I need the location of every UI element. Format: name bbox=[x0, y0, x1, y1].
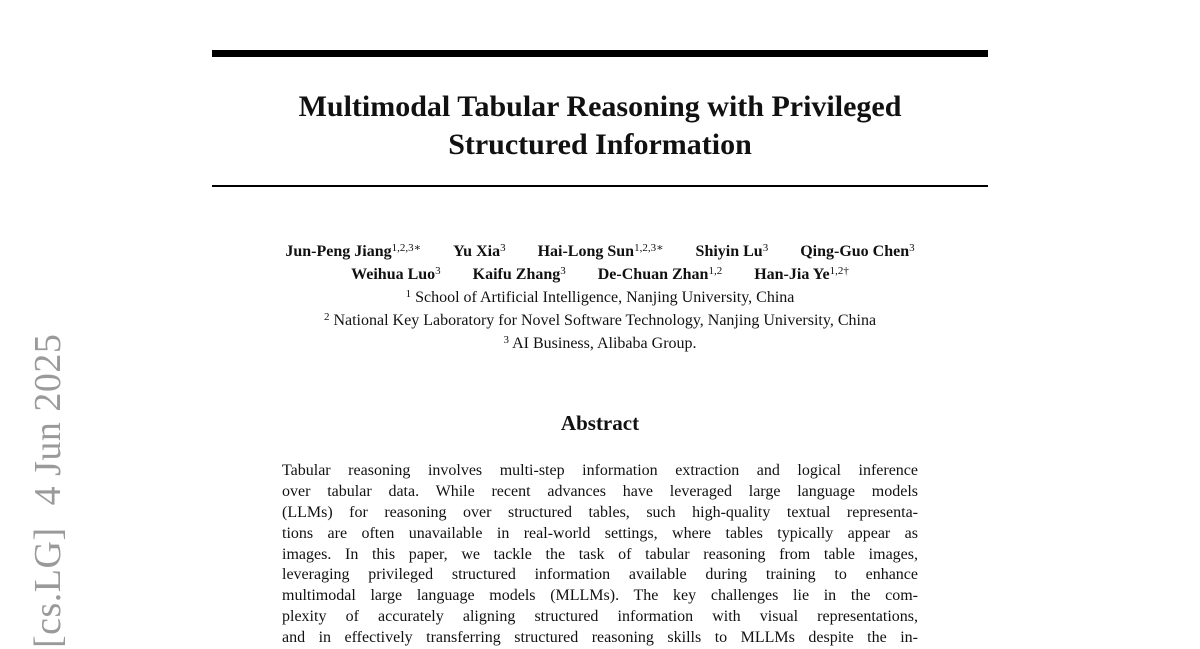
paper-title-line-2: Structured Information bbox=[448, 128, 752, 161]
title-top-rule bbox=[212, 50, 988, 57]
affiliation: $^1$ School of Artificial Intelligence, Nanjing University, China bbox=[405, 288, 795, 306]
abstract-line: over tabular data. While recent advances have leveraged large language models bbox=[282, 482, 918, 500]
author-row-2 bbox=[200, 263, 1000, 286]
arxiv-date: 4 Jun 2025 bbox=[27, 333, 69, 506]
affiliation: $^2$ National Key Laboratory for Novel Software Technology, Nanjing University, China bbox=[323, 311, 877, 329]
author: Qing-Guo Chen$^3$ bbox=[800, 242, 915, 260]
author-block bbox=[200, 240, 1000, 355]
abstract-line: plexity of accurately aligning structured information with visual representations, bbox=[282, 608, 918, 626]
author: De-Chuan Zhan$^{1,2}$ bbox=[597, 265, 723, 283]
abstract-body bbox=[282, 461, 918, 649]
abstract-line: Tabular reasoning involves multi-step information extraction and logical inference bbox=[282, 462, 918, 479]
author: Yu Xia$^3$ bbox=[453, 242, 506, 260]
paper-title-line-1: Multimodal Tabular Reasoning with Privileged bbox=[298, 90, 902, 123]
abstract-line: tions are often unavailable in real-world settings, where tables typically appear as bbox=[282, 524, 918, 542]
author-row-1 bbox=[200, 240, 1000, 263]
author: Jun-Peng Jiang$^{1,2,3∗}$ bbox=[285, 242, 422, 260]
title-bottom-rule bbox=[212, 185, 988, 187]
abstract-line: leveraging privileged structured information available during training to enhance bbox=[282, 566, 918, 584]
paper-title bbox=[212, 88, 988, 164]
abstract-heading: Abstract bbox=[560, 411, 640, 435]
abstract-line: images. In this paper, we tackle the task of tabular reasoning from table images, bbox=[282, 545, 918, 563]
abstract-line: and in effectively transferring structured reasoning skills to MLLMs despite the in- bbox=[282, 629, 918, 647]
arxiv-side-stamp bbox=[27, 333, 69, 648]
author: Han-Jia $Ye^{1,2\dagger}$ bbox=[754, 265, 849, 283]
author: Hai-Long Sun$^{1,2,3∗}$ bbox=[537, 242, 664, 260]
author: Kaifu Zhang$^3$ bbox=[472, 265, 566, 283]
arxiv-category: [cs.LG] bbox=[27, 527, 69, 648]
affiliation: $^3$ AI Business, Alibaba Group. bbox=[503, 334, 697, 352]
abstract-line: multimodal large language models (MLLMs). The key challenges lie in the com- bbox=[282, 587, 918, 605]
abstract-line: (LLMs) for reasoning over structured tables, such high-quality textual representa- bbox=[282, 503, 918, 521]
author: Shiyin Lu$^3$ bbox=[695, 242, 769, 260]
author: Weihua Luo$^3$ bbox=[351, 265, 441, 283]
